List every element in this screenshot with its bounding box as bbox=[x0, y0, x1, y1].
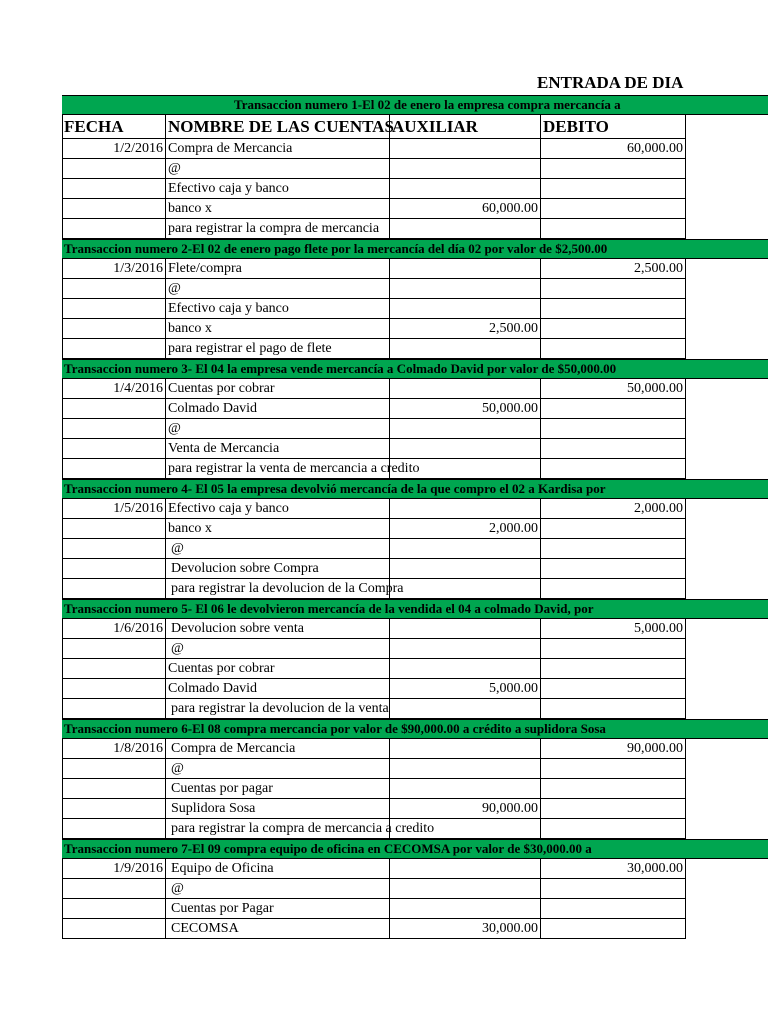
cuenta-text: Cuentas por pagar bbox=[171, 781, 273, 796]
sheet-title: ENTRADA DE DIA bbox=[537, 73, 684, 92]
cell-auxiliar[interactable] bbox=[389, 619, 540, 639]
table-row bbox=[62, 579, 768, 599]
cell-auxiliar[interactable] bbox=[389, 539, 540, 559]
cell-debito[interactable] bbox=[540, 339, 686, 359]
cell-debito[interactable] bbox=[540, 659, 686, 679]
table-row bbox=[62, 159, 768, 179]
cell-cuenta[interactable] bbox=[165, 779, 389, 799]
transaction-banner: Transaccion numero 2-El 02 de enero pago flete por la mercancía del día 02 por valor de $2,500.00 bbox=[62, 239, 768, 259]
cell-cuenta[interactable] bbox=[165, 879, 389, 899]
cell-debito[interactable] bbox=[540, 439, 686, 459]
cuenta-text: Suplidora Sosa bbox=[171, 801, 256, 816]
cell-debito[interactable] bbox=[540, 759, 686, 779]
cell-fecha[interactable]: 1/4/2016 bbox=[62, 379, 165, 399]
cell-cuenta[interactable] bbox=[165, 379, 389, 399]
cuenta-text: para registrar el pago de flete bbox=[168, 341, 332, 356]
cell-auxiliar[interactable] bbox=[389, 419, 540, 439]
cell-cuenta[interactable] bbox=[165, 219, 389, 239]
cell-auxiliar[interactable] bbox=[389, 439, 540, 459]
table-row bbox=[62, 419, 768, 439]
table-row bbox=[62, 559, 768, 579]
table-row bbox=[62, 459, 768, 479]
cell-debito[interactable]: 5,000.00 bbox=[540, 619, 686, 639]
cell-cuenta[interactable] bbox=[165, 699, 389, 719]
cell-auxiliar[interactable] bbox=[389, 339, 540, 359]
table-row bbox=[62, 859, 768, 879]
cell-cuenta[interactable] bbox=[165, 739, 389, 759]
cell-debito[interactable]: 50,000.00 bbox=[540, 379, 686, 399]
cuenta-text: Colmado David bbox=[168, 681, 258, 696]
cell-debito[interactable] bbox=[540, 679, 686, 699]
cell-debito[interactable] bbox=[540, 779, 686, 799]
transaction-banner: Transaccion numero 6-El 08 compra mercancia por valor de $90,000.00 a crédito a suplidora Sosa bbox=[62, 719, 768, 739]
cell-fecha[interactable] bbox=[62, 639, 165, 659]
cuenta-text: Equipo de Oficina bbox=[171, 861, 274, 876]
cuenta-text: Efectivo caja y banco bbox=[168, 181, 289, 196]
table-row bbox=[62, 399, 768, 419]
cuenta-text: banco x bbox=[168, 201, 212, 216]
cell-fecha[interactable] bbox=[62, 899, 165, 919]
cell-auxiliar[interactable]: 2,500.00 bbox=[389, 319, 540, 339]
cell-auxiliar[interactable] bbox=[389, 179, 540, 199]
cell-cuenta[interactable] bbox=[165, 279, 389, 299]
cuenta-text: Devolucion sobre Compra bbox=[171, 561, 319, 576]
cell-auxiliar[interactable] bbox=[389, 659, 540, 679]
cell-auxiliar[interactable] bbox=[389, 639, 540, 659]
cell-cuenta[interactable] bbox=[165, 919, 389, 939]
cell-fecha[interactable] bbox=[62, 319, 165, 339]
header-debito: DEBITO bbox=[540, 115, 686, 139]
cell-fecha[interactable] bbox=[62, 819, 165, 839]
cell-auxiliar[interactable] bbox=[389, 379, 540, 399]
cell-fecha[interactable] bbox=[62, 199, 165, 219]
cell-fecha[interactable]: 1/9/2016 bbox=[62, 859, 165, 879]
cuenta-text: Devolucion sobre venta bbox=[171, 621, 304, 636]
cell-debito[interactable] bbox=[540, 539, 686, 559]
table-row bbox=[62, 679, 768, 699]
cuenta-text: Cuentas por Pagar bbox=[171, 901, 274, 916]
cell-cuenta[interactable] bbox=[165, 659, 389, 679]
table-row bbox=[62, 819, 768, 839]
table-row bbox=[62, 179, 768, 199]
transaction-banner: Transaccion numero 7-El 09 compra equipo de oficina en CECOMSA por valor de $30,000.00 a bbox=[62, 839, 768, 859]
cell-cuenta[interactable] bbox=[165, 579, 404, 599]
cuenta-text: Venta de Mercancia bbox=[168, 441, 280, 456]
cell-debito[interactable] bbox=[540, 179, 686, 199]
cell-cuenta[interactable] bbox=[165, 419, 389, 439]
cell-debito[interactable] bbox=[540, 419, 686, 439]
cell-auxiliar[interactable] bbox=[389, 219, 540, 239]
cell-cuenta[interactable] bbox=[165, 559, 389, 579]
cell-fecha[interactable] bbox=[62, 559, 165, 579]
cell-fecha[interactable]: 1/3/2016 bbox=[62, 259, 165, 279]
cell-auxiliar[interactable]: 30,000.00 bbox=[389, 919, 540, 939]
transaction-banner: Transaccion numero 5- El 06 le devolvieron mercancía de la vendida el 04 a colmado David, por bbox=[62, 599, 768, 619]
cell-fecha[interactable] bbox=[62, 799, 165, 819]
transaction-banner: Transaccion numero 1-El 02 de enero la empresa compra mercancía a bbox=[62, 95, 768, 115]
table-row bbox=[62, 799, 768, 819]
cell-cuenta[interactable] bbox=[165, 499, 389, 519]
cell-cuenta[interactable] bbox=[165, 199, 389, 219]
cell-debito[interactable]: 60,000.00 bbox=[540, 139, 686, 159]
cell-cuenta[interactable] bbox=[165, 399, 389, 419]
table-row bbox=[62, 319, 768, 339]
cell-auxiliar[interactable] bbox=[389, 159, 540, 179]
cell-auxiliar[interactable] bbox=[389, 879, 540, 899]
table-row bbox=[62, 299, 768, 319]
cell-fecha[interactable] bbox=[62, 279, 165, 299]
cell-auxiliar[interactable] bbox=[389, 499, 540, 519]
cell-debito[interactable] bbox=[540, 819, 686, 839]
cuenta-text: Cuentas por cobrar bbox=[168, 661, 275, 676]
cell-cuenta[interactable] bbox=[165, 799, 389, 819]
transaction-banner: Transaccion numero 4- El 05 la empresa devolvió mercancía de la que compro el 02 a Kardisa por bbox=[62, 479, 768, 499]
cell-cuenta[interactable] bbox=[165, 319, 389, 339]
cell-fecha[interactable] bbox=[62, 159, 165, 179]
cuenta-text: @ bbox=[171, 541, 184, 556]
cell-fecha[interactable] bbox=[62, 679, 165, 699]
cell-auxiliar[interactable] bbox=[389, 259, 540, 279]
cell-debito[interactable] bbox=[540, 279, 686, 299]
table-row bbox=[62, 759, 768, 779]
cuenta-text: para registrar la compra de mercancia bbox=[168, 221, 380, 236]
cell-debito[interactable]: 90,000.00 bbox=[540, 739, 686, 759]
header-fecha: FECHA bbox=[62, 115, 165, 139]
cell-fecha[interactable] bbox=[62, 539, 165, 559]
cell-fecha[interactable] bbox=[62, 759, 165, 779]
cell-auxiliar[interactable] bbox=[389, 699, 540, 719]
cell-debito[interactable] bbox=[540, 899, 686, 919]
cell-auxiliar[interactable]: 50,000.00 bbox=[389, 399, 540, 419]
cell-fecha[interactable] bbox=[62, 419, 165, 439]
cell-cuenta[interactable] bbox=[165, 619, 389, 639]
transaction-banner: Transaccion numero 3- El 04 la empresa vende mercancía a Colmado David por valor de $50,000.00 bbox=[62, 359, 768, 379]
cell-cuenta[interactable] bbox=[165, 859, 389, 879]
cell-fecha[interactable] bbox=[62, 399, 165, 419]
cell-cuenta[interactable] bbox=[165, 139, 389, 159]
cell-fecha[interactable]: 1/5/2016 bbox=[62, 499, 165, 519]
cell-auxiliar[interactable]: 90,000.00 bbox=[389, 799, 540, 819]
table-row bbox=[62, 199, 768, 219]
table-row bbox=[62, 779, 768, 799]
cell-cuenta[interactable] bbox=[165, 159, 389, 179]
cuenta-text: Efectivo caja y banco bbox=[168, 501, 289, 516]
cuenta-text: CECOMSA bbox=[171, 921, 239, 936]
cell-debito[interactable] bbox=[540, 159, 686, 179]
cell-debito[interactable] bbox=[540, 319, 686, 339]
cell-debito[interactable] bbox=[540, 399, 686, 419]
cuenta-text: @ bbox=[168, 421, 181, 436]
table-row bbox=[62, 659, 768, 679]
cell-auxiliar[interactable] bbox=[389, 859, 540, 879]
table-row bbox=[62, 439, 768, 459]
cell-cuenta[interactable] bbox=[165, 339, 389, 359]
cuenta-text: @ bbox=[171, 641, 184, 656]
cuenta-text: banco x bbox=[168, 521, 212, 536]
header-row bbox=[62, 115, 768, 139]
cell-debito[interactable] bbox=[540, 559, 686, 579]
table-row bbox=[62, 519, 768, 539]
table-row bbox=[62, 739, 768, 759]
cuenta-text: Compra de Mercancia bbox=[168, 141, 293, 156]
cell-fecha[interactable] bbox=[62, 219, 165, 239]
cell-debito[interactable] bbox=[540, 699, 686, 719]
cell-fecha[interactable]: 1/6/2016 bbox=[62, 619, 165, 639]
cell-auxiliar[interactable] bbox=[389, 559, 540, 579]
table-row bbox=[62, 639, 768, 659]
cuenta-text: para registrar la devolucion de la venta bbox=[171, 701, 389, 716]
cell-debito[interactable]: 30,000.00 bbox=[540, 859, 686, 879]
cell-cuenta[interactable] bbox=[165, 299, 389, 319]
table-row bbox=[62, 279, 768, 299]
cell-fecha[interactable]: 1/2/2016 bbox=[62, 139, 165, 159]
cuenta-text: Compra de Mercancia bbox=[171, 741, 296, 756]
cell-debito[interactable] bbox=[540, 639, 686, 659]
cell-debito[interactable] bbox=[540, 879, 686, 899]
table-row bbox=[62, 879, 768, 899]
cell-debito[interactable] bbox=[540, 459, 686, 479]
table-row bbox=[62, 339, 768, 359]
cell-auxiliar[interactable] bbox=[389, 759, 540, 779]
table-row bbox=[62, 619, 768, 639]
cuenta-text: Cuentas por cobrar bbox=[168, 381, 275, 396]
journal-table bbox=[62, 95, 768, 939]
cell-debito[interactable] bbox=[540, 799, 686, 819]
cell-fecha[interactable] bbox=[62, 779, 165, 799]
cell-fecha[interactable]: 1/8/2016 bbox=[62, 739, 165, 759]
cell-fecha[interactable] bbox=[62, 459, 165, 479]
cell-debito[interactable] bbox=[540, 219, 686, 239]
table-row bbox=[62, 139, 768, 159]
cell-debito[interactable]: 2,500.00 bbox=[540, 259, 686, 279]
cell-debito[interactable] bbox=[540, 519, 686, 539]
cell-cuenta[interactable] bbox=[165, 459, 420, 479]
cuenta-text: para registrar la devolucion de la Compra bbox=[171, 581, 404, 596]
header-cuentas: NOMBRE DE LAS CUENTAS bbox=[165, 115, 389, 139]
cell-fecha[interactable] bbox=[62, 659, 165, 679]
cell-fecha[interactable] bbox=[62, 179, 165, 199]
cuenta-text: para registrar la compra de mercancia a credito bbox=[171, 821, 435, 836]
cell-auxiliar[interactable] bbox=[389, 299, 540, 319]
cell-fecha[interactable] bbox=[62, 919, 165, 939]
table-row bbox=[62, 219, 768, 239]
cuenta-text: para registrar la venta de mercancia a credito bbox=[168, 461, 420, 476]
cell-auxiliar[interactable]: 60,000.00 bbox=[389, 199, 540, 219]
cell-fecha[interactable] bbox=[62, 299, 165, 319]
cell-debito[interactable]: 2,000.00 bbox=[540, 499, 686, 519]
cell-fecha[interactable] bbox=[62, 339, 165, 359]
cell-auxiliar[interactable]: 2,000.00 bbox=[389, 519, 540, 539]
cuenta-text: @ bbox=[168, 161, 181, 176]
cuenta-text: @ bbox=[168, 281, 181, 296]
table-row bbox=[62, 379, 768, 399]
cell-cuenta[interactable] bbox=[165, 179, 389, 199]
cell-fecha[interactable] bbox=[62, 879, 165, 899]
cell-auxiliar[interactable] bbox=[389, 779, 540, 799]
cell-fecha[interactable] bbox=[62, 699, 165, 719]
cuenta-text: Colmado David bbox=[168, 401, 258, 416]
cell-debito[interactable] bbox=[540, 919, 686, 939]
table-row bbox=[62, 899, 768, 919]
cuenta-text: Flete/compra bbox=[168, 261, 242, 276]
cell-cuenta[interactable] bbox=[165, 639, 389, 659]
table-row bbox=[62, 539, 768, 559]
cell-cuenta[interactable] bbox=[165, 519, 389, 539]
cuenta-text: Efectivo caja y banco bbox=[168, 301, 289, 316]
cell-debito[interactable] bbox=[540, 579, 686, 599]
cuenta-text: @ bbox=[171, 761, 184, 776]
cell-auxiliar[interactable] bbox=[389, 139, 540, 159]
cell-cuenta[interactable] bbox=[165, 759, 389, 779]
cell-cuenta[interactable] bbox=[165, 899, 389, 919]
cell-auxiliar[interactable] bbox=[389, 279, 540, 299]
table-row bbox=[62, 259, 768, 279]
header-auxiliar: AUXILIAR bbox=[389, 115, 540, 139]
table-row bbox=[62, 499, 768, 519]
cell-cuenta[interactable] bbox=[165, 439, 389, 459]
table-row bbox=[62, 919, 768, 939]
cell-cuenta[interactable] bbox=[165, 679, 389, 699]
cell-auxiliar[interactable] bbox=[389, 899, 540, 919]
cell-fecha[interactable] bbox=[62, 579, 165, 599]
cell-debito[interactable] bbox=[540, 199, 686, 219]
cell-fecha[interactable] bbox=[62, 439, 165, 459]
cell-auxiliar[interactable] bbox=[389, 579, 540, 599]
cuenta-text: banco x bbox=[168, 321, 212, 336]
cell-cuenta[interactable] bbox=[165, 819, 435, 839]
table-row bbox=[62, 699, 768, 719]
cuenta-text: @ bbox=[171, 881, 184, 896]
cell-auxiliar[interactable] bbox=[389, 739, 540, 759]
cell-fecha[interactable] bbox=[62, 519, 165, 539]
cell-cuenta[interactable] bbox=[165, 539, 389, 559]
cell-auxiliar[interactable]: 5,000.00 bbox=[389, 679, 540, 699]
cell-debito[interactable] bbox=[540, 299, 686, 319]
cell-cuenta[interactable] bbox=[165, 259, 389, 279]
